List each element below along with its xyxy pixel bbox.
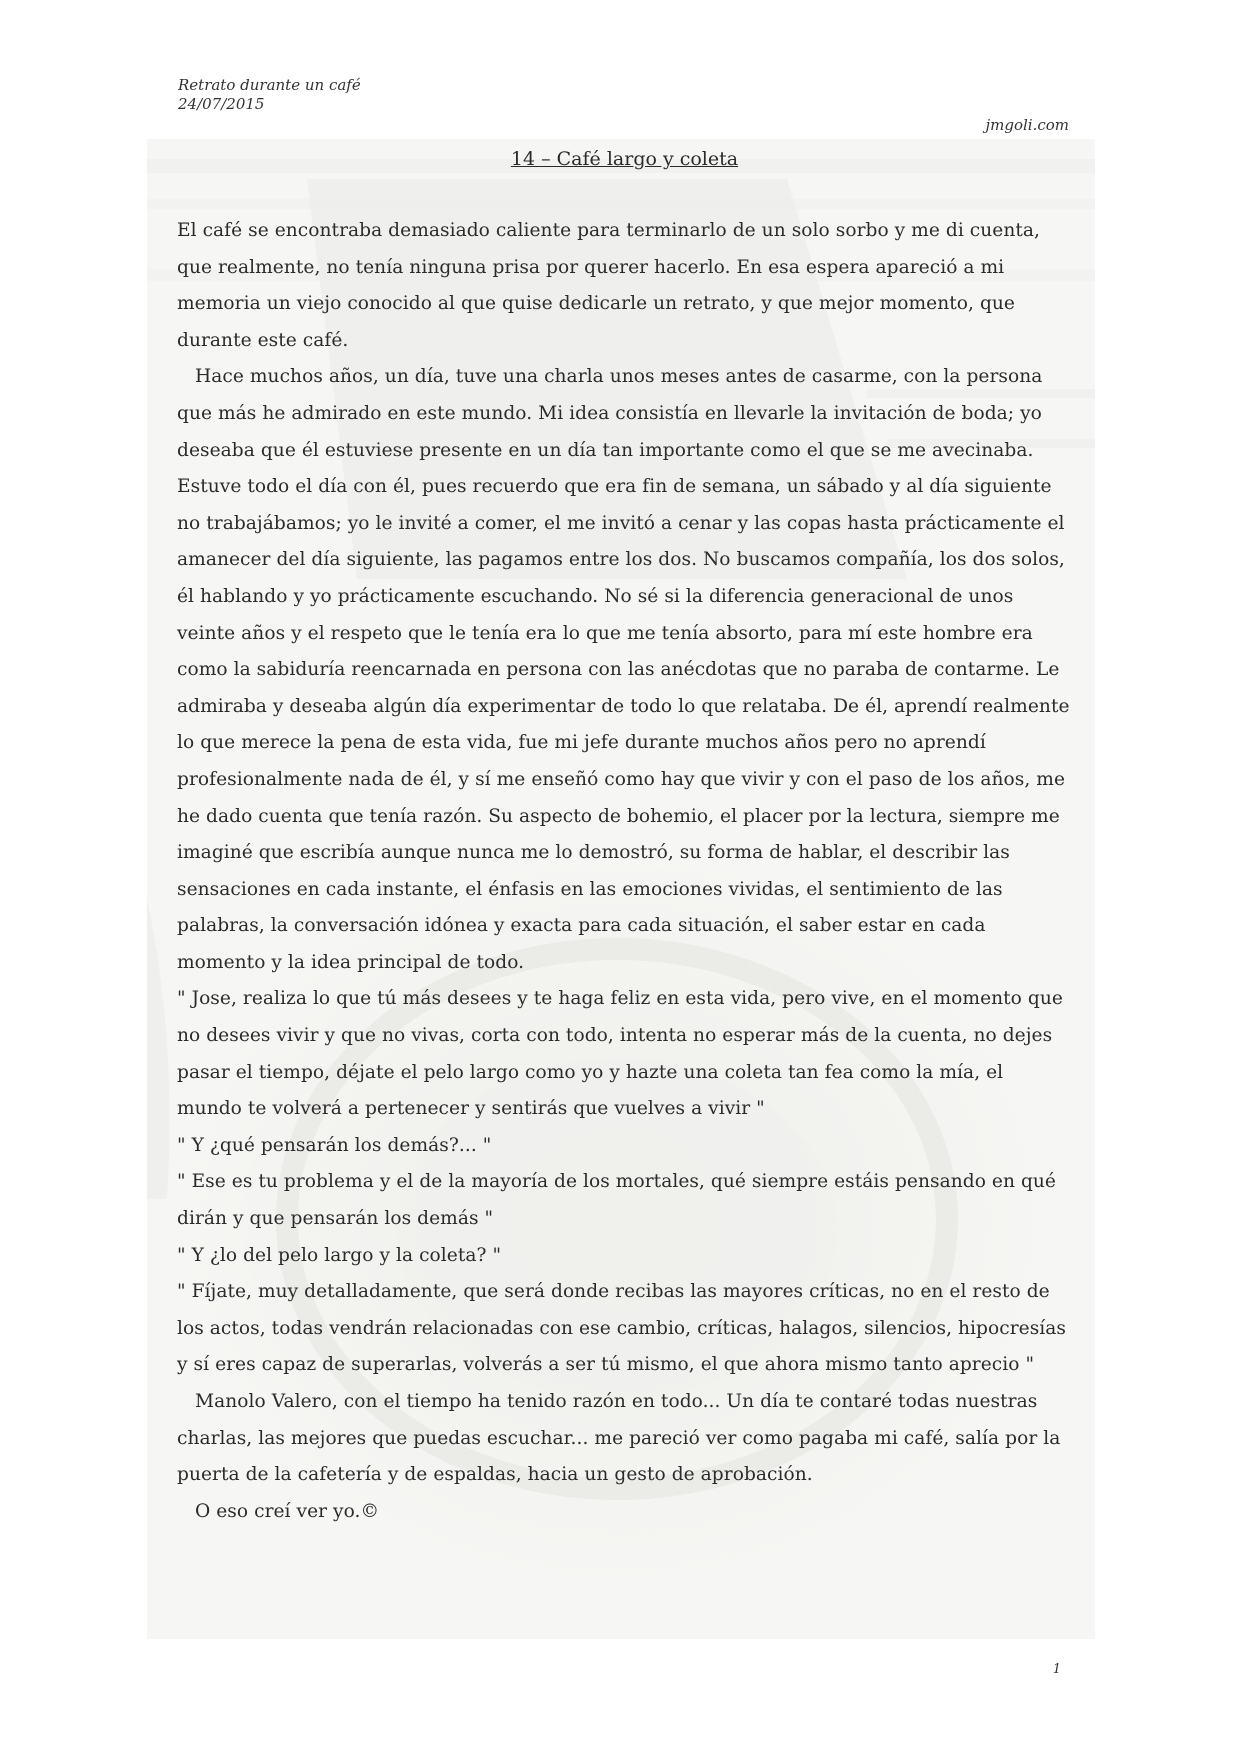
dialogue-paragraph: " Y ¿lo del pelo largo y la coleta? " <box>177 1244 502 1266</box>
paragraph: Manolo Valero, con el tiempo ha tenido razón en todo... Un día te contaré todas nuestras charlas, las mejores que puedas escuchar... me pareció ver como pagaba mi café, salía por la puerta de la cafetería y de espaldas, hacia un gesto de aprobación. <box>177 1391 1061 1486</box>
document-title: Retrato durante un café <box>178 76 361 94</box>
article-body <box>177 213 1072 1530</box>
page-number: 1 <box>1052 1662 1061 1677</box>
document-header <box>178 76 361 114</box>
dialogue-paragraph: " Y ¿qué pensarán los demás?... " <box>177 1134 492 1156</box>
article-content <box>177 139 1072 1530</box>
dialogue-paragraph: " Ese es tu problema y el de la mayoría de los mortales, qué siempre estáis pensando en qué dirán y que pensarán los demás " <box>177 1171 1056 1230</box>
dialogue-paragraph: " Jose, realiza lo que tú más desees y te haga feliz en esta vida, pero vive, en el momento que no desees vivir y que no vivas, corta con todo, intenta no esperar más de la cuenta, no dejes pasar el tiempo, déjate el pelo largo como yo y hazte una coleta tan fea como la mía, el mundo te volverá a pertenecer y sentirás que vuelves a vivir " <box>177 988 1063 1120</box>
dialogue-paragraph: " Fíjate, muy detalladamente, que será donde recibas las mayores críticas, no en el resto de los actos, todas vendrán relacionadas con ese cambio, críticas, halagos, silencios, hipocresías y sí eres capaz de superarlas, volverás a ser tú mismo, el que ahora mismo tanto aprecio " <box>177 1281 1067 1376</box>
paragraph: Hace muchos años, un día, tuve una charla unos meses antes de casarme, con la persona que más he admirado en este mundo. Mi idea consistía en llevarle la invitación de boda; yo deseaba que él estuviese presente en un día tan importante como el que se me avecinaba. Estuve todo el día con él, pues recuerdo que era fin de semana, un sábado y al día siguiente no trabajábamos; yo le invité a comer, el me invitó a cenar y las copas hasta prácticamente el amanecer del día siguiente, las pagamos entre los dos. No buscamos compañía, los dos solos, él hablando y yo prácticamente escuchando. No sé si la diferencia generacional de unos veinte años y el respeto que le tenía era lo que me tenía absorto, para mí este hombre era como la sabiduría reencarnada en persona con las anécdotas que no paraba de contarme. Le admiraba y deseaba algún día experimentar de todo lo que relataba. De él, aprendí realmente lo que merece la pena de esta vida, fue mi jefe durante muchos años pero no aprendí profesionalmente nada de él, y sí me enseñó como hay que vivir y con el paso de los años, me he dado cuenta que tenía razón. Su aspecto de bohemio, el placer por la lectura, siempre me imaginé que escribía aunque nunca me lo demostró, su forma de hablar, el describir las sensaciones en cada instante, el énfasis en las emociones vividas, el sentimiento de las palabras, la conversación idónea y exacta para cada situación, el saber estar en cada momento y la idea principal de todo. <box>177 366 1070 973</box>
article-title: 14 – Café largo y coleta <box>510 148 739 170</box>
paragraph: El café se encontraba demasiado caliente para terminarlo de un solo sorbo y me di cuenta, que realmente, no tenía ninguna prisa por querer hacerlo. En esa espera apareció a mi memoria un viejo conocido al que quise dedicarle un retrato, y que mejor momento, que durante este café. <box>177 220 1040 351</box>
site-name: jmgoli.com <box>985 116 1069 134</box>
document-date: 24/07/2015 <box>178 95 265 113</box>
article-panel <box>147 139 1095 1639</box>
closing-line: O eso creí ver yo.© <box>195 1500 380 1522</box>
